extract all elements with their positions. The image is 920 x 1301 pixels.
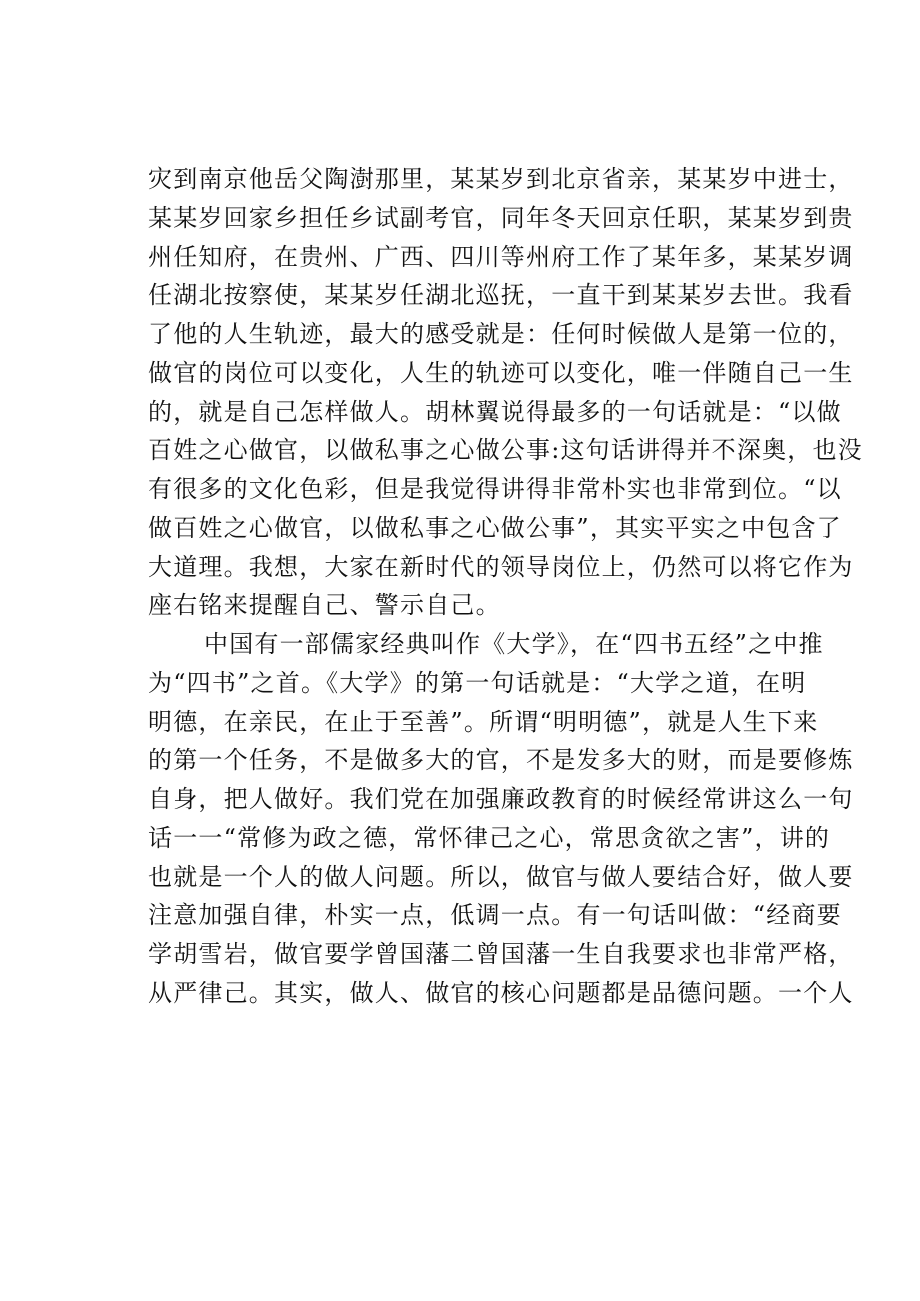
text-line: 做官的岗位可以变化，人生的轨迹可以变化，唯一伴随自己一生 [148, 358, 854, 387]
text-line: 大道理。我想，大家在新时代的领导岗位上，仍然可以将它作为 [148, 552, 854, 581]
text-line: 任湖北按察使，某某岁任湖北巡抚，一直干到某某岁去世。我看 [148, 281, 854, 310]
text-line: 为“四书”之首。《大学》的第一句话就是：“大学之道，在明 [148, 668, 807, 697]
text-line: 座右铭来提醒自己、警示自己。 [148, 591, 501, 620]
text-line: 也就是一个人的做人问题。所以，做官与做人要结合好，做人要 [148, 862, 854, 891]
text-line: 灾到南京他岳父陶澍那里，某某岁到北京省亲，某某岁中进士， [148, 165, 854, 193]
text-line: 的，就是自己怎样做人。胡林翼说得最多的一句话就是：“以做 [148, 397, 842, 426]
text-line: 注意加强自律，朴实一点，低调一点。有一句话叫做：“经商要 [148, 901, 842, 930]
text-line: 自身，把人做好。我们党在加强廉政教育的时候经常讲这么一句 [148, 785, 854, 813]
text-line: 某某岁回家乡担任乡试副考官，同年冬天回京任职，某某岁到贵 [148, 203, 854, 232]
text-line: 从严律己。其实，做人、做官的核心问题都是品德问题。一个人 [148, 978, 854, 1007]
body-text [148, 160, 863, 1013]
text-line: 有很多的文化色彩，但是我觉得讲得非常朴实也非常到位。“以 [148, 475, 842, 503]
text-line: 做百姓之心做官，以做私事之心做公事”，其实平实之中包含了 [148, 513, 842, 542]
text-line: 明德，在亲民，在止于至善”。所谓“明明德”，就是人生下来 [148, 707, 819, 736]
text-line: 的第一个任务，不是做多大的官，不是发多大的财，而是要修炼 [148, 746, 854, 775]
text-line: 百姓之心做官，以做私事之心做公事:这句话讲得并不深奥，也没 [148, 436, 863, 465]
text-line: 话一一“常修为政之德，常怀律己之心，常思贪欲之害”，讲的 [148, 823, 831, 852]
text-line: 学胡雪岩，做官要学曾国藩二曾国藩一生自我要求也非常严格， [148, 940, 854, 968]
text-line: 州任知府，在贵州、广西、四川等州府工作了某年多，某某岁调 [148, 242, 854, 271]
text-line: 了他的人生轨迹，最大的感受就是：任何时候做人是第一位的， [148, 320, 854, 348]
paragraph-start-line: 中国有一部儒家经典叫作《大学》，在“四书五经”之中推 [204, 630, 824, 658]
